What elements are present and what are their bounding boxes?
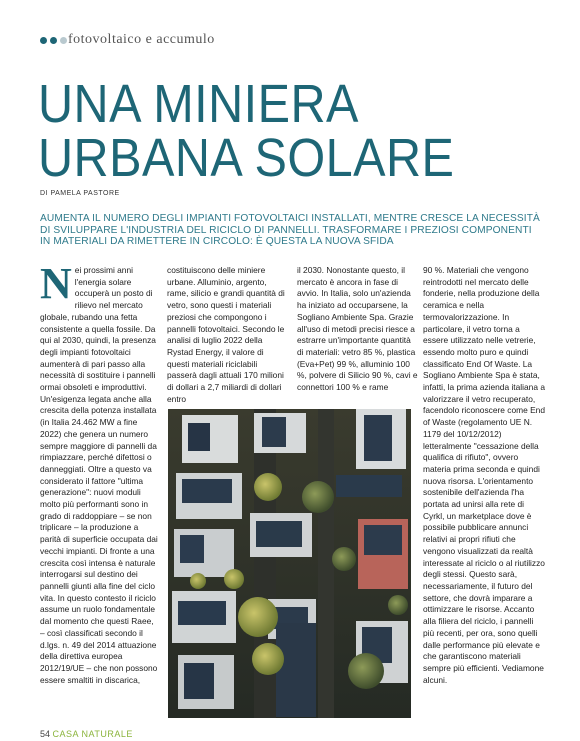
title-line-2: URBANA SOLARE [38,128,455,188]
dot-icon [60,37,67,44]
article-column-1 [40,259,158,686]
lead-paragraph: AUMENTA IL NUMERO DEGLI IMPIANTI FOTOVOLTAICI INSTALLATI, MENTRE CRESCE LA NECESSITÀ DI SVILUPPARE L'INDUSTRIA DEL RICICLO DI PANNELLI. TRASFORMARE I PREZIOSI COMPONENTI IN MATERIALI DA RIMETTERE IN CIRCOLO: È QUESTA LA NUOVA SFIDA [40,213,540,248]
dot-icon [50,37,57,44]
page-footer [40,729,133,739]
aerial-solar-rooftops-image [168,409,411,718]
byline: DI PAMELA PASTORE [40,190,120,197]
article-column-2: costituiscono delle miniere urbane. Alluminio, argento, rame, silicio e grandi quantità di vetro, sono questi i materiali preziosi che compongono i pannelli fotovoltaici. Secondo le analisi di luglio 2022 della Rystad Energy, il valore di questi materiali riciclabili passerà dagli attuali 170 milioni di dollari a 2,7 miliardi di dollari entro [167,265,285,404]
dot-icon [40,37,47,44]
article-column-3: il 2030. Nonostante questo, il mercato è ancora in fase di avvio. In Italia, solo un'azienda ha iniziato ad occuparsene, la Sogliano Ambiente Spa. Grazie all'uso di metodi precisi riesce a estrarre un'importante quantità di materiali: vetro 85 %, plastica (Eva+Pet) 99 %, alluminio 100 %, polvere di Silicio 90 %, cavi e connettori 100 % e rame [297,265,418,393]
page-number: 54 [40,729,51,739]
drop-cap: N [40,259,72,308]
magazine-name: CASA NATURALE [52,729,133,739]
column-1-text: ei prossimi anni l'energia solare occuperà un posto di rilievo nel mercato globale, rubando una fetta consistente a quella fossile. Da qui al 2030, quindi, la presenza degli impianti fotovoltaici aumenterà di pari passo alla necessità di sostituire i pannelli ormai obsoleti e improduttivi. Un'esigenza legata anche alla crescita della potenza installata (in Italia 24.462 MW a fine 2022) che genera un numero sempre maggiore di pannelli da rimpiazzare, perché difettosi o danneggiati. Oltre a questo va considerato il fattore "ultima generazione": nuovi moduli molto più performanti sono in grado di raddoppiare – se non triplicare – la produzione a parità di superficie occupata dai vecchi impianti. Di fronte a una crescita così intensa è naturale interrogarsi sul destino dei pannelli giunti alla fine del ciclo vita. In questo contesto il riciclo assume un ruolo fondamentale dal momento che questi Raee, – così classificati secondo il d.lgs. n. 49 del 2014 attuazione della direttiva europea 2012/19/UE – che non possono essere smaltiti in discarica, [40,265,158,685]
title-line-1: UNA MINIERA [38,74,359,134]
section-dots [40,37,67,44]
section-label: fotovoltaico e accumulo [68,32,215,47]
article-column-4: 90 %. Materiali che vengono reintrodotti nel mercato delle fonderie, nella produzione della ceramica e nella termovalorizzazione. In particolare, il vetro torna a essere utilizzato nelle vetrerie, essendo molto puro e quindi classificato End Of Waste. La Sogliano Ambiente Spa è stata, infatti, la prima azienda italiana a valorizzare il vetro recuperato, facendolo riconoscere come End of Waste (regolamento UE N. 1179 del 10/12/2012) letteralmente "cessazione della qualifica di rifiuto", ovvero materia prima seconda e quindi nuova risorsa. L'orientamento sostenibile dell'azienda l'ha portata ad unirsi alla rete di Cyrkl, un marketplace dove è possibile pubblicare annunci relativi ai propri rifiuti che vengono visualizzati da realtà interessate al riciclo o al riutilizzo degli stessi. Questo sarà, necessariamente, il futuro del settore, che dovrà imparare a ottimizzare le risorse. Accanto alla filiera del riciclo, i pannelli più recenti, per ora, sono quelli dalle performance più elevate e che garantiscono materiali sempre più efficienti. Vediamone alcuni. [423,265,545,685]
